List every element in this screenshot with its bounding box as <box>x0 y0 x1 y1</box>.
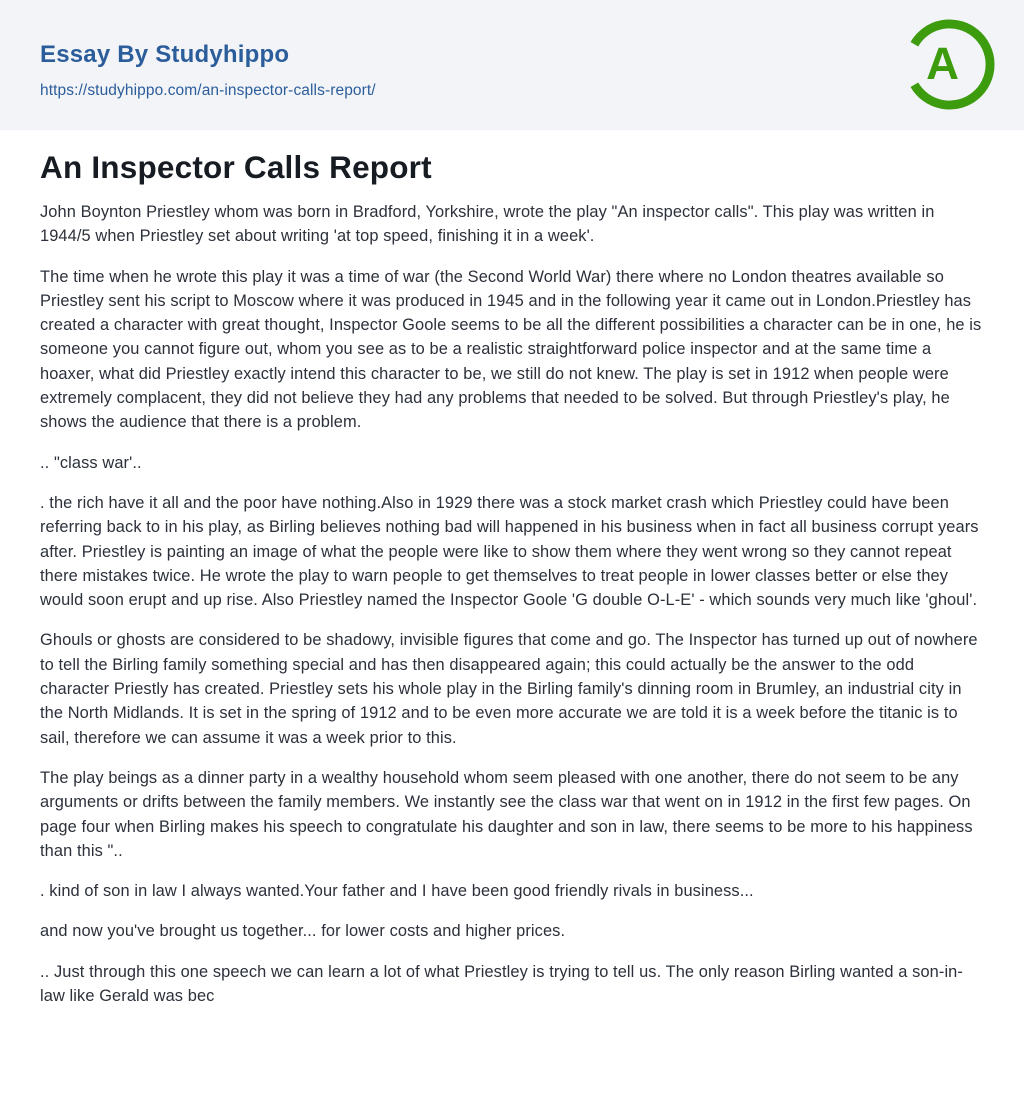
essay-paragraph-3: .. "class war'.. <box>40 453 142 472</box>
essay-paragraph-7: . kind of son in law I always wanted.Your father and I have been good friendly rivals in business... <box>40 882 754 901</box>
logo-letter: A <box>926 37 960 89</box>
essay-paragraph-2: The time when he wrote this play it was a time of war (the Second World War) there where no London theatres available so Priestley sent his script to Moscow where it was produced in 1945 and in the following year it came out in London.Priestley has created a character with great thought, Inspector Goole seems to be all the different possibilities a character can be in one, he is someone you cannot figure out, whom you see as to be a realistic straightforward police inspector and at the same time a hoaxer, what did Priestley exactly intend this character to be, we still do not knew. The play is set in 1912 when people were extremely complacent, they did not believe they had any problems that needed to be solved. But through Priestley's play, he shows the audience that there is a problem. <box>40 267 982 432</box>
essay-content <box>0 150 1024 1008</box>
site-title: Essay By Studyhippo <box>40 41 290 68</box>
studyhippo-logo-icon <box>903 18 996 111</box>
essay-paragraph-6: The play beings as a dinner party in a wealthy household whom seem pleased with one another, there do not seem to be any arguments or drifts between the family members. We instantly see the class war that went on in 1912 in the first few pages. On page four when Birling makes his speech to congratulate his daughter and son in law, there seems to be more to his happiness than this ".. <box>40 768 973 860</box>
page-url-link[interactable]: https://studyhippo.com/an-inspector-calls-report/ <box>40 82 376 100</box>
essay-paragraph-1: John Boynton Priestley whom was born in Bradford, Yorkshire, wrote the play "An inspector calls". This play was written in 1944/5 when Priestley set about writing 'at top speed, finishing it in a week'. <box>40 203 935 246</box>
essay-paragraph-8: and now you've brought us together... for lower costs and higher prices. <box>40 922 566 941</box>
essay-title: An Inspector Calls Report <box>40 149 432 185</box>
essay-paragraph-5: Ghouls or ghosts are considered to be shadowy, invisible figures that come and go. The Inspector has turned up out of nowhere to tell the Birling family something special and has then disappeared again; this could actually be the answer to the odd character Priestly has created. Priestley sets his whole play in the Birling family's dinning room in Brumley, an industrial city in the North Midlands. It is set in the spring of 1912 and to be even more accurate we are told it is a week before the titanic is to sail, therefore we can assume it was a week prior to this. <box>40 631 978 747</box>
page-header <box>0 0 1024 130</box>
essay-paragraph-9: .. Just through this one speech we can learn a lot of what Priestley is trying to tell us. The only reason Birling wanted a son-in-law like Gerald was bec <box>40 962 963 1006</box>
essay-paragraph-4: . the rich have it all and the poor have nothing.Also in 1929 there was a stock market crash which Priestley could have been referring back to in his play, as Birling believes nothing bad will happened in his business when in fact all business corrupt years after. Priestley is painting an image of what the people were like to show them where they went wrong so they cannot repeat there mistakes twice. He wrote the play to warn people to get themselves to treat people in lower classes better or else they would soon erupt and up rise. Also Priestley named the Inspector Goole 'G double O-L-E' - which sounds very much like 'ghoul'. <box>40 493 979 610</box>
